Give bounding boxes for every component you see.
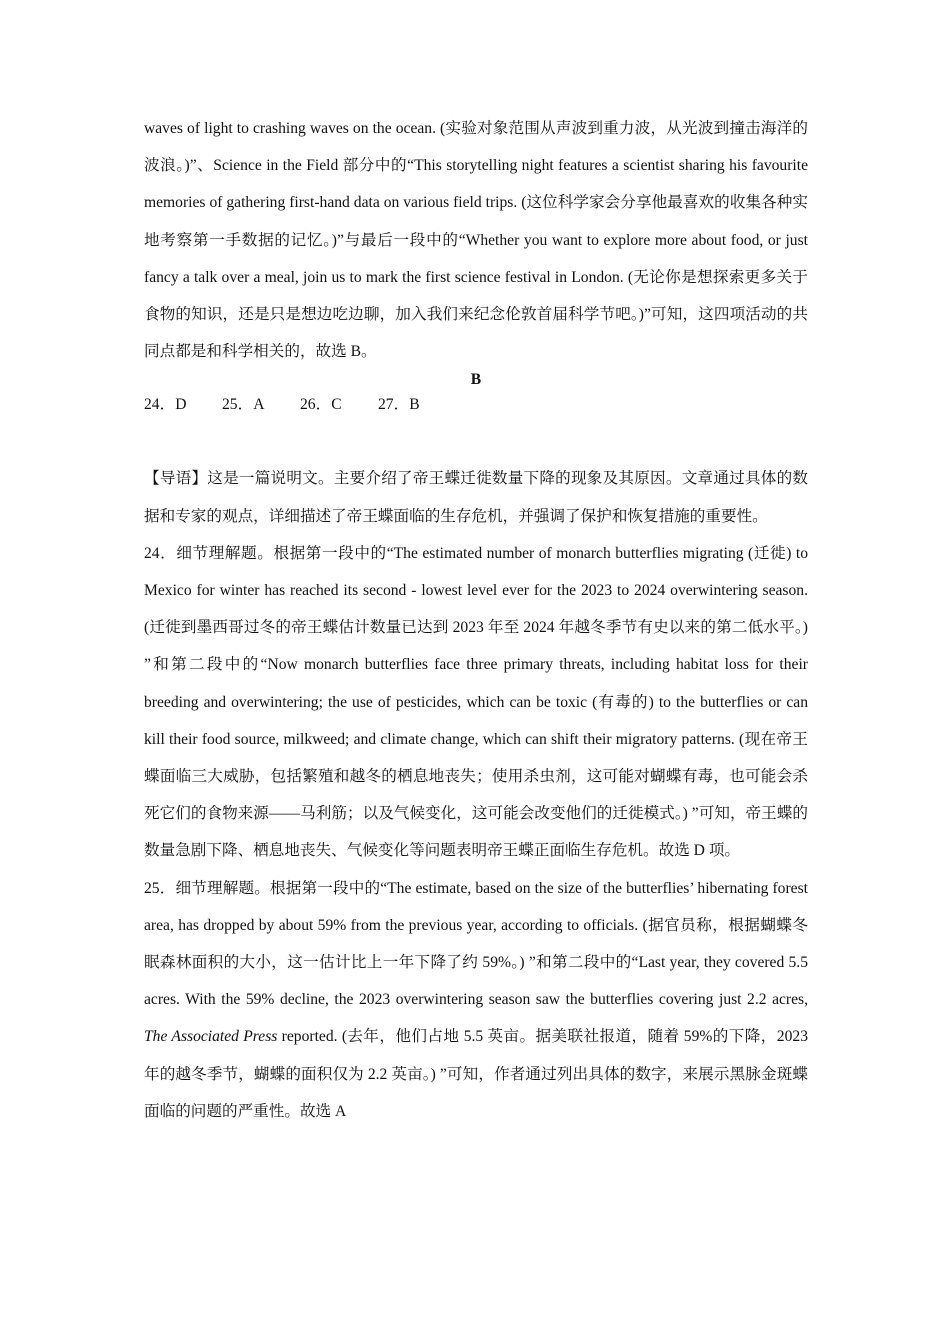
section-heading: B bbox=[470, 371, 482, 389]
paragraph-prev-question-explanation: waves of light to crashing waves on the ocean. (实验对象范围从声波到重力波，从光波到撞击海洋的波浪。)”、Science in the Field 部分中的“This storytelling night features a scientist sharing his favourite memories of gathering first-hand data on various field trips. (这位科学家会分享他最喜欢的收集各种实地考察第一手数据的记忆。)”与最后一段中的“Whether you want to explore more about food, or just fancy a talk over a meal, join us to mark the first science festival in London. (无论你是想探索更多关于食物的知识，还是只是想边吃边聊，加入我们来纪念伦敦首届科学节吧。)”可知，这四项活动的共同点都是和科学相关的，故选 B。 bbox=[144, 120, 808, 361]
guide-paragraph: 【导语】这是一篇说明文。主要介绍了帝王蝶迁徙数量下降的现象及其原因。文章通过具体的数据和专家的观点，详细描述了帝王蝶面临的生存危机，并强调了保护和恢复措施的重要性。 bbox=[144, 470, 808, 525]
answer-27: 27．B bbox=[378, 396, 420, 414]
answer-26: 26．C bbox=[300, 396, 342, 414]
q25-text-before: 25．细节理解题。根据第一段中的“The estimate, based on the size of the butterflies’ hibernating forest area, has dropped by about 59% from the previous year, according to officials. (据官员称，根据蝴蝶冬眠森林面积的大小，这一估计比上一年下降了约 59%。) ”和第二段中的“Last year, they covered 5.5 acres. With the 59% decline, the 2023 overwintering season saw the butterflies covering just 2.2 acres, bbox=[144, 879, 808, 1009]
answer-24: 24．D bbox=[144, 396, 187, 414]
answer-key bbox=[144, 390, 808, 420]
explanation-q25 bbox=[144, 870, 808, 1130]
document-page bbox=[144, 110, 808, 1130]
spacer bbox=[144, 420, 808, 460]
q25-source-italic: The Associated Press bbox=[144, 1028, 278, 1046]
q25-text-after: reported. (去年，他们占地 5.5 英亩。据美联社报道，随着 59%的下降，2023 年的越冬季节，蝴蝶的面积仅为 2.2 英亩。) ”可知，作者通过列出具体的数字，来展示黑脉金斑蝶面临的问题的严重性。故选 A bbox=[144, 1028, 808, 1120]
explanation-q24: 24．细节理解题。根据第一段中的“The estimated number of monarch butterflies migrating (迁徙) to Mexico for winter has reached its second - lowest level ever for the 2023 to 2024 overwintering season. (迁徙到墨西哥过冬的帝王蝶估计数量已达到 2023 年至 2024 年越冬季节有史以来的第二低水平。) ”和第二段中的“Now monarch butterflies face three primary threats, including habitat loss for their breeding and overwintering; the use of pesticides, which can be toxic (有毒的) to the butterflies or can kill their food source, milkweed; and climate change, which can shift their migratory patterns. (现在帝王蝶面临三大威胁，包括繁殖和越冬的栖息地丧失；使用杀虫剂，这可能对蝴蝶有毒，也可能会杀死它们的食物来源——马利筋；以及气候变化，这可能会改变他们的迁徙模式。) ”可知，帝王蝶的数量急剧下降、栖息地丧失、气候变化等问题表明帝王蝶正面临生存危机。故选 D 项。 bbox=[144, 544, 808, 860]
answer-25: 25．A bbox=[222, 396, 265, 414]
